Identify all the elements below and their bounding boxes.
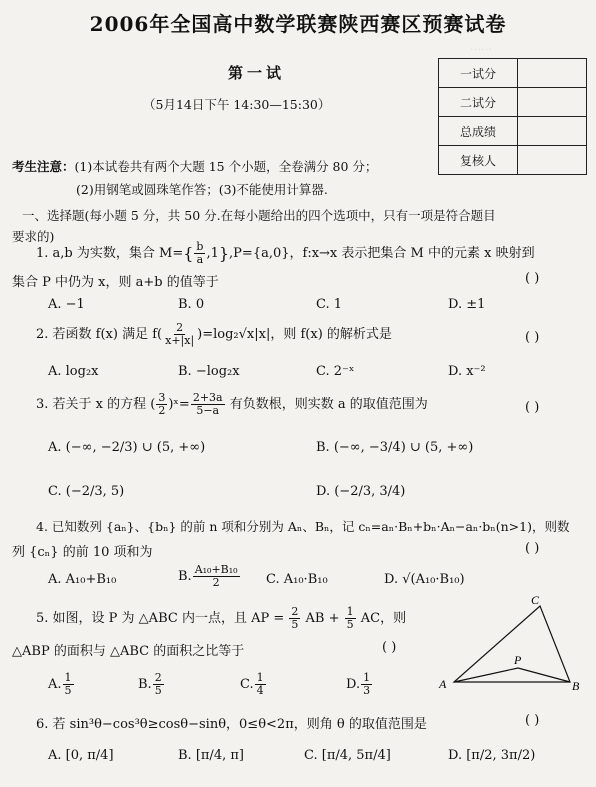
score-table [438, 58, 587, 175]
score-label-reviewer: 复核人 [439, 146, 518, 175]
exam-time: （5月14日下午 14:30—15:30） [143, 97, 331, 112]
q2-fraction: $\frac{2}{x+|x|}$ [165, 321, 195, 347]
segment-ap [454, 668, 518, 682]
q1-text-a: 1. a,b 为实数，集合 M= [36, 246, 184, 261]
section-heading-line1: 一、选择题(每小题 5 分，共 50 分.在每小题给出的四个选项中，只有一项是符合题目 [22, 208, 496, 223]
q2-option-b: B. −log₂x [178, 364, 240, 379]
notes-line1 [12, 157, 377, 175]
q1-option-a: A. −1 [48, 297, 85, 312]
paper-title: 2006年全国高中数学联赛陕西赛区预赛试卷 [89, 12, 507, 36]
q2-answer-blank[interactable]: ( ) [525, 330, 540, 345]
segment-bp [518, 668, 570, 682]
q5-text-a: 5. 如图，设 P 为 △ABC 内一点，且 AP = [36, 611, 289, 626]
q6-option-c: C. [π/4, 5π/4] [304, 748, 391, 763]
round-title: 第一试 [228, 64, 286, 82]
triangle-figure [436, 592, 586, 698]
q5-text-c: AC，则 [356, 611, 407, 626]
q5-option-d: D. $\frac{1}{3}$ [346, 671, 371, 697]
q4-option-c: C. A₁₀·B₁₀ [266, 572, 328, 587]
q4-answer-blank[interactable]: ( ) [525, 541, 540, 556]
q1-stem-line2: 集合 P 中仍为 x，则 a+b 的值等于 [12, 275, 219, 290]
q1-stem-line1: 1. a,b 为实数，集合 M={ $\frac{b}{a}$ ,1},P={a,0}，f:x→x 表示把集合 M 中的元素 x 映射到 [36, 240, 535, 266]
q5-option-b: B. $\frac{2}{5}$ [138, 671, 162, 697]
score-cell-reviewer [518, 146, 587, 175]
q6-answer-blank[interactable]: ( ) [525, 713, 540, 728]
q6-option-a: A. [0, π/4] [48, 748, 114, 763]
q1-option-c: C. 1 [316, 297, 343, 312]
q1-text-c: ,P={a,0}，f:x→x 表示把集合 M 中的元素 x 映射到 [229, 246, 535, 261]
triangle-abc [454, 606, 570, 682]
q2-option-a: A. log₂x [48, 364, 99, 379]
q3-option-b: B. (−∞, −3/4) ∪ (5, +∞) [316, 440, 474, 455]
q2-text-b: )=log₂√x|x|，则 f(x) 的解析式是 [197, 327, 392, 342]
q3-option-c: C. (−2/3, 5) [48, 484, 125, 499]
q5-fraction-2: $\frac{1}{5}$ [346, 605, 354, 631]
score-cell-round2 [518, 88, 587, 117]
q1-fraction: $\frac{b}{a}$ [196, 240, 204, 266]
q1-text-b: ,1 [206, 246, 219, 261]
bleed-through-text: …… [470, 40, 492, 53]
notes-line2: (2)用钢笔或圆珠笔作答；(3)不能使用计算器. [76, 182, 328, 197]
score-cell-round1 [518, 59, 587, 88]
q6-stem: 6. 若 sin³θ−cos³θ≥cosθ−sinθ，0≤θ<2π，则角 θ 的取值范围是 [36, 717, 427, 732]
q3-fraction-rhs: $\frac{2+3a}{5-a}$ [192, 391, 223, 417]
q3-option-a: A. (−∞, −2/3) ∪ (5, +∞) [48, 440, 206, 455]
notes-text1: (1)本试卷共有两个大题 15 个小题，全卷满分 80 分； [74, 159, 378, 174]
q4-stem-line1: 4. 已知数列 {aₙ}、{bₙ} 的前 n 项和分别为 Aₙ、Bₙ，记 cₙ=aₙ·Bₙ+bₙ·Aₙ−aₙ·bₙ(n>1)，则数 [36, 519, 570, 534]
q4-option-b: B. $\frac{\text{A₁₀+B₁₀}}{2}$ [178, 563, 238, 589]
q5-answer-blank[interactable]: ( ) [382, 640, 397, 655]
q4-stem-line2: 列 {cₙ} 的前 10 项和为 [12, 545, 153, 560]
label-p: P [514, 653, 522, 667]
score-label-round1: 一试分 [439, 59, 518, 88]
q2-stem [36, 322, 392, 347]
q5-option-a: A. $\frac{1}{5}$ [48, 671, 72, 697]
q4-option-a: A. A₁₀+B₁₀ [48, 572, 117, 587]
q3-option-d: D. (−2/3, 3/4) [316, 484, 406, 499]
q5-stem-line2: △ABP 的面积与 △ABC 的面积之比等于 [12, 644, 245, 659]
q2-option-d: D. x⁻² [448, 364, 486, 379]
q4-option-d: D. √(A₁₀·B₁₀) [384, 572, 465, 587]
q2-option-c: C. 2⁻ˣ [316, 364, 355, 379]
label-c: C [531, 593, 540, 607]
q2-text-a: 2. 若函数 f(x) 满足 f( [36, 327, 163, 342]
notes-label: 考生注意： [12, 159, 75, 174]
q3-text-c: 有负数根，则实数 a 的取值范围为 [225, 397, 428, 412]
score-label-total: 总成绩 [439, 117, 518, 146]
q1-answer-blank[interactable]: ( ) [525, 271, 540, 286]
q5-stem-line1 [36, 606, 406, 631]
q4-option-b-fraction: $\frac{\text{A₁₀+B₁₀}}{2}$ [194, 563, 238, 589]
q3-text-a: 3. 若关于 x 的方程 ( [36, 397, 156, 412]
q6-option-b: B. [π/4, π] [178, 748, 244, 763]
q3-stem [36, 392, 428, 417]
q5-text-b: AB + [301, 611, 344, 626]
q6-option-d: D. [π/2, 3π/2) [448, 748, 536, 763]
q3-answer-blank[interactable]: ( ) [525, 400, 540, 415]
q3-fraction-base: $\frac{3}{2}$ [158, 391, 166, 417]
label-a: A [439, 677, 447, 691]
q5-option-c: C. $\frac{1}{4}$ [240, 671, 264, 697]
q5-fraction-1: $\frac{2}{5}$ [291, 605, 299, 631]
section-heading-line2: 要求的) [12, 229, 55, 244]
label-b: B [572, 679, 580, 693]
q1-option-d: D. ±1 [448, 297, 486, 312]
score-cell-total [518, 117, 587, 146]
q1-option-b: B. 0 [178, 297, 205, 312]
q3-text-b: )ˣ= [168, 397, 190, 412]
score-label-round2: 二试分 [439, 88, 518, 117]
